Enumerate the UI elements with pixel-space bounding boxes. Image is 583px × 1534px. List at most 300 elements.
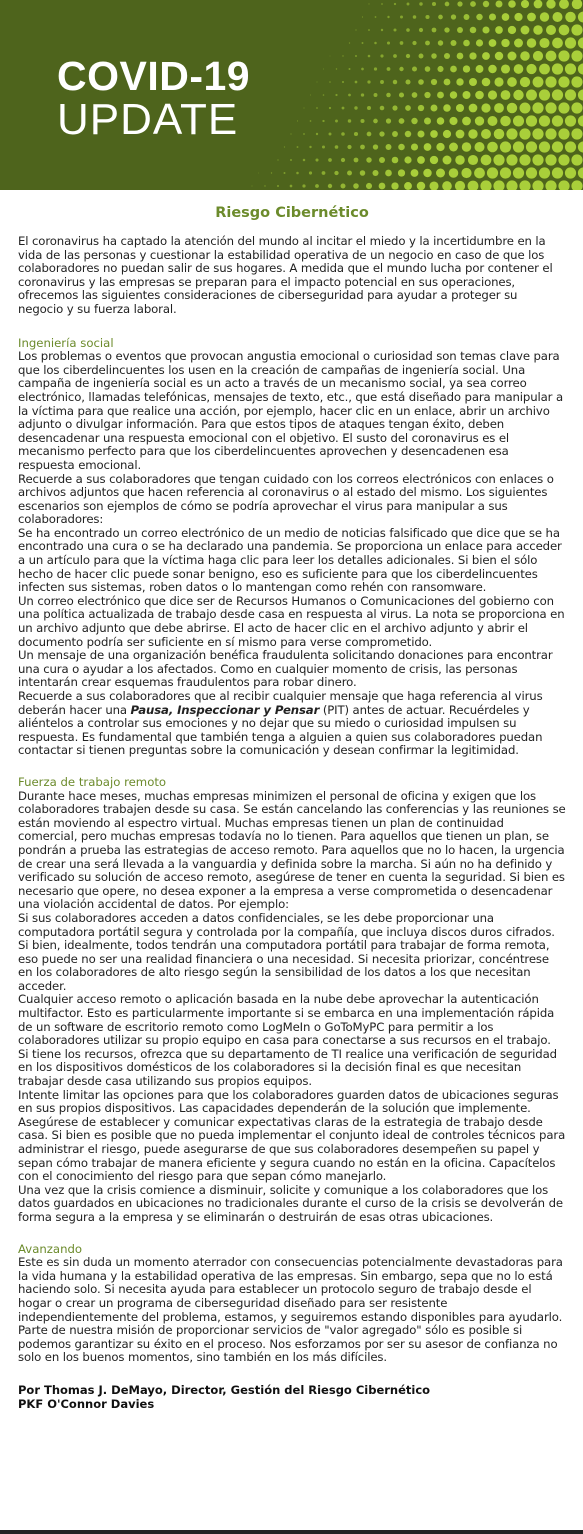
halftone-dot (514, 13, 522, 21)
halftone-dot (565, 12, 576, 23)
halftone-dot (552, 38, 563, 49)
halftone-dot (316, 133, 318, 135)
halftone-dot (500, 116, 511, 127)
halftone-dot (412, 92, 418, 98)
halftone-dot (468, 181, 479, 190)
halftone-dot (565, 89, 576, 100)
halftone-dot (519, 154, 530, 165)
halftone-dot (501, 64, 510, 73)
halftone-dot (290, 159, 292, 161)
halftone-dot (469, 78, 477, 86)
halftone-dot (425, 66, 431, 72)
halftone-dot (527, 13, 536, 22)
halftone-dot (470, 1, 476, 7)
halftone-dot (533, 51, 543, 61)
banner-title-line1: COVID-19 (57, 53, 251, 99)
halftone-dot (405, 105, 411, 111)
banner-title-line2: UPDATE (57, 95, 239, 144)
halftone-dot (565, 167, 576, 178)
halftone-dot (398, 144, 405, 151)
halftone-dot (411, 169, 419, 177)
halftone-dot (526, 115, 537, 126)
halftone-dot (277, 185, 279, 187)
halftone-dot (355, 81, 358, 84)
halftone-dot (565, 37, 576, 48)
halftone-dot (400, 16, 403, 19)
halftone-dot (322, 145, 325, 148)
halftone-dot (481, 103, 490, 112)
halftone-dot (444, 79, 451, 86)
halftone-dot (417, 156, 425, 164)
paragraph-pit (18, 690, 566, 758)
halftone-dot (513, 167, 524, 178)
halftone-dot (558, 180, 569, 190)
halftone-dot (367, 132, 372, 137)
halftone-dot (483, 1, 489, 7)
halftone-dot (431, 53, 437, 59)
text-run: (PIT) antes de actuar. Recuérdeles y aliéntelos a controlar sus emociones y no dejar que su miedo o curiosidad impulsen su respuesta. Es fundamental que también tenga a alguien a quien sus colaboradores puedan contactar si tienen preguntas sobre la comunicación y desean confirmar la legitimidad. (18, 702, 543, 758)
halftone-dot (317, 82, 318, 83)
halftone-dot (432, 2, 436, 6)
section-social-engineering (18, 337, 566, 758)
halftone-dot (386, 144, 392, 150)
halftone-dot (437, 66, 443, 72)
halftone-dot (501, 90, 511, 100)
halftone-dot (449, 168, 459, 178)
halftone-dot (348, 94, 351, 97)
halftone-dot (374, 42, 377, 45)
halftone-dot (475, 91, 484, 100)
halftone-dot (375, 16, 377, 18)
halftone-dot (330, 56, 331, 57)
halftone-dot (355, 55, 357, 57)
halftone-dot (476, 14, 482, 20)
halftone-dot (393, 28, 396, 31)
halftone-dot (431, 79, 437, 85)
paragraph: Los problemas o eventos que provocan angustia emocional o curiosidad son temas clave para que los ciberdelincuentes los usen en la creación de campañas de ingeniería social. Una campaña de ingeniería social es un acto a través de un mecanismo social, ya sea correo electrónico, llamadas telefónicas, mensajes de texto, etc., que está diseñado para manipular a la víctima para que realice una acción, por ejemplo, hacer clic en un enlace, abrir un archivo adjunto o divulgar información. Para que estos tipos de ataques tengan éxito, deben desencadenar una respuesta emocional con el objetivo. El susto del coronavirus es el mecanismo perfecto para que los ciberdelincuentes aprovechen y desencadenen esa respuesta emocional. (18, 349, 563, 472)
halftone-dot (252, 186, 253, 187)
halftone-dot (532, 180, 543, 190)
section-heading: Avanzando (18, 1241, 83, 1256)
paragraph: Recuerde a sus colaboradores que tengan cuidado con los correos electrónicos con enlaces o archivos adjuntos que hacen referencia al coronavirus o al estado del mismo. Los siguientes escenarios son ejemplos de cómo se podría aprovechar el virus para manipular a sus colaboradores: (18, 471, 554, 527)
halftone-dot (508, 52, 517, 61)
halftone-dot (373, 119, 378, 124)
halftone-dot (342, 107, 345, 110)
halftone-dot (495, 26, 503, 34)
halftone-dot (558, 128, 569, 139)
halftone-dot (355, 29, 356, 30)
halftone-dot (496, 1, 503, 8)
halftone-dot (443, 156, 452, 165)
covid-banner (0, 0, 583, 190)
halftone-dot (526, 64, 536, 74)
halftone-dot (277, 159, 278, 160)
paragraph: Este es sin duda un momento aterrador con consecuencias potencialmente devastadoras para la vida humana y la estabilidad operativa de las empresas. Sin embargo, sepa que no lo está haciendo solo. Si necesita ayuda para establecer un protocolo seguro de trabajo desde el hogar o crear un programa de ciberseguridad diseñado para ser resistente independientemente del problema, estamos, y seguiremos estando disponibles para ayudarlo. (18, 1255, 563, 1324)
halftone-dot (476, 65, 484, 73)
halftone-dot (558, 102, 569, 113)
halftone-dot (392, 105, 397, 110)
halftone-dot (303, 107, 304, 108)
halftone-dot (558, 76, 569, 87)
halftone-dot (475, 116, 484, 125)
halftone-dot (463, 40, 470, 47)
paragraph: Cualquier acceso remoto o aplicación basada en la nube debe aprovechar la autenticación multifactor. Esto es particularmente importante si se embarca en una implementación rápida de un software de escritorio remoto como LogMeIn o GoToMyPC para permitir a los colaboradores utilizar su propio equipo en casa para conectarse a sus recursos en el trabajo. (18, 992, 555, 1048)
halftone-dot (513, 115, 524, 126)
halftone-dot (514, 64, 524, 74)
halftone-dot (360, 170, 366, 176)
halftone-dot (290, 133, 291, 134)
halftone-dot (436, 169, 445, 178)
halftone-dot (451, 14, 456, 19)
section-moving-forward (18, 1243, 566, 1365)
halftone-dot (480, 180, 491, 190)
paragraph: Si tiene los recursos, ofrezca que su departamento de TI realice una verificación de seguridad en los dispositivos domésticos de los colaboradores si la decisión final es que necesitan trabajar desde casa utilizando sus propios equipos. (18, 1046, 557, 1089)
halftone-dot (423, 169, 431, 177)
halftone-dot (571, 24, 582, 35)
halftone-dot (335, 94, 337, 96)
halftone-dot (493, 154, 504, 165)
halftone-dot (412, 41, 416, 45)
halftone-dot (545, 76, 556, 87)
halftone-dot (444, 53, 450, 59)
halftone-dot (578, 89, 583, 100)
halftone-dot (380, 80, 384, 84)
halftone-dot (335, 120, 338, 123)
halftone-dot (360, 145, 365, 150)
halftone-dot (271, 172, 272, 173)
paragraph: Una vez que la crisis comience a disminuir, solicite y comunique a los colaboradores que los datos guardados en ubicaciones no tradicionales durante el curso de la crisis se devolverán de forma segura a la empresa y se eliminarán o destruirán de esas otras ubicaciones. (18, 1182, 563, 1224)
halftone-dot (507, 103, 517, 113)
halftone-dot (407, 3, 410, 6)
halftone-dot (316, 107, 318, 109)
halftone-dot (360, 119, 364, 123)
paragraph: Se ha encontrado un correo electrónico de un medio de noticias falsificado que dice que se ha encontrado una cura o se ha declarado una pandemia. Se proporciona un enlace para acceder a un artículo para que la víctima haga clic para leer los detalles adicionales. Si bien el sólo hecho de hacer clic puede sonar benigno, eso es suficiente para que los ciberdelincuentes infecten sus sistemas, roben datos o lo mantengan como rehén con ransomware. (18, 525, 562, 595)
halftone-dot (482, 78, 491, 87)
halftone-dot (489, 13, 496, 20)
halftone-dot (474, 168, 485, 179)
halftone-dot (565, 63, 576, 74)
halftone-dot (571, 50, 582, 61)
halftone-dot (419, 28, 423, 32)
halftone-dot (419, 54, 424, 59)
halftone-dot (297, 146, 299, 148)
halftone-dot (519, 180, 530, 190)
halftone-dot (520, 77, 530, 87)
halftone-dot (494, 129, 505, 140)
halftone-dot (558, 154, 569, 165)
paragraph: Asegúrese de establecer y comunicar expectativas claras de la estrategia de trabajo desde casa. Si bien es posible que no pueda implementar el conjunto ideal de controles técnicos para administrar el riesgo, puede asegurarse de que sus colaboradores desempeñen su papel y sepan cómo trabajar de manera eficiente y segura cuando no están en la oficina. Capacítelos con el conocimiento del riesgo para que sepan cómo manejarlo. (18, 1114, 566, 1184)
halftone-dot (487, 167, 498, 178)
halftone-dot (302, 184, 305, 187)
halftone-dot (361, 93, 364, 96)
halftone-dot (387, 67, 391, 71)
halftone-dot (578, 141, 583, 152)
halftone-dot (457, 53, 464, 60)
halftone-dot (430, 156, 438, 164)
halftone-dot (328, 184, 332, 188)
halftone-dot (545, 180, 556, 190)
halftone-dot (559, 25, 570, 36)
halftone-dot (571, 76, 582, 87)
halftone-dot (532, 128, 543, 139)
halftone-dot (367, 80, 370, 83)
halftone-dot (489, 39, 497, 47)
halftone-dot (413, 15, 417, 19)
halftone-dot (449, 143, 458, 152)
halftone-dot (366, 157, 371, 162)
halftone-dot (474, 142, 484, 152)
halftone-dot (443, 130, 451, 138)
paragraph: Parte de nuestra misión de proporcionar servicios de "valor agregado" sólo es posible si podemos garantizar su éxito en el proceso. Nos esforzamos por ser su asesor de confianza no solo en los buenos momentos, sino también en los más difíciles. (18, 1323, 558, 1365)
author-name: Por Thomas J. DeMayo, Director, Gestión del Riesgo Cibernético (18, 1382, 431, 1397)
halftone-dot (290, 185, 293, 188)
halftone-dot (329, 133, 332, 136)
halftone-dot (469, 52, 476, 59)
halftone-dot (400, 41, 404, 45)
halftone-dot (303, 133, 305, 135)
halftone-dot (481, 129, 491, 139)
halftone-dot (361, 68, 364, 71)
emphasis-pit: Pausa, Inspeccionar y Pensar (130, 702, 320, 717)
halftone-dot (476, 39, 483, 46)
halftone-dot (565, 115, 576, 126)
halftone-dot (341, 132, 345, 136)
halftone-dot (552, 141, 563, 152)
halftone-dot (392, 157, 399, 164)
halftone-dot (399, 67, 403, 71)
halftone-dot (310, 120, 312, 122)
halftone-dot (449, 117, 457, 125)
halftone-dot (424, 92, 430, 98)
halftone-dot (341, 158, 345, 162)
halftone-dot (418, 79, 424, 85)
halftone-dot (322, 120, 324, 122)
halftone-dot (437, 92, 444, 99)
halftone-dot (521, 26, 530, 35)
halftone-dot (545, 128, 556, 139)
halftone-dot (284, 172, 286, 174)
paragraph: Un mensaje de una organización benéfica fraudulenta solicitando donaciones para encontrar una cura o ayudar a los afectados. Como en cualquier momento de crisis, las personas intentarán crear esquemas fraudulentos para robar dinero. (18, 648, 553, 690)
halftone-dot (552, 63, 563, 74)
halftone-dot (362, 16, 363, 17)
halftone-dot (368, 29, 370, 31)
halftone-dot (347, 171, 352, 176)
halftone-dot (354, 106, 357, 109)
halftone-dot (437, 117, 445, 125)
bottom-rule (0, 1530, 583, 1534)
halftone-dot (296, 172, 299, 175)
halftone-dot (367, 106, 371, 110)
document-title: Riesgo Cibernético (215, 205, 369, 221)
paragraph: Durante hace meses, muchas empresas minimizen el personal de oficina y exigen que los colaboradores trabajen desde su casa. Se están cancelando las conferencias y las reuniones se están moviendo al espectro virtual. Muchas empresas tienen un plan de continuidad comercial, pero muchas empresas todavía no lo tienen. Para aquellos que tienen un plan, se pondrán a prueba las estrategias de acceso remoto. Para aquellos que no lo hacen, la urgencia de crear una será llevada a la vanguardia y definida sobre la marcha. Si aún no ha definido y verificado su solución de acceso remoto, asegúrese de tener en cuenta la seguridad. Si bien es necesario que opere, no desea exponer a la empresa a verse comprometida o desencadenar una violación accidental de datos. Por ejemplo: (18, 788, 566, 912)
halftone-dot (463, 65, 470, 72)
halftone-dot (450, 66, 457, 73)
halftone-dot (354, 132, 358, 136)
halftone-dot (386, 93, 391, 98)
halftone-dot (519, 102, 530, 113)
halftone-dot (379, 183, 386, 190)
halftone-dot (545, 102, 556, 113)
halftone-dot (445, 2, 450, 7)
halftone-dot (533, 25, 542, 34)
halftone-dot (366, 183, 372, 189)
halftone-dot (540, 12, 549, 21)
halftone-dot (546, 25, 556, 35)
halftone-dot (335, 145, 339, 149)
halftone-dot (393, 80, 397, 84)
halftone-dot (571, 128, 582, 139)
halftone-dot (438, 15, 443, 20)
halftone-dot (417, 182, 425, 190)
halftone-dot (405, 131, 411, 137)
halftone-dot (494, 103, 504, 113)
halftone-dot (553, 12, 563, 22)
halftone-dot (323, 69, 324, 70)
halftone-dot (482, 52, 490, 60)
author-byline (18, 1383, 566, 1411)
halftone-dot (481, 155, 492, 166)
halftone-dot (303, 159, 306, 162)
halftone-dot (520, 51, 530, 61)
halftone-dot (373, 144, 378, 149)
halftone-dot (571, 180, 582, 190)
halftone-dot (418, 105, 424, 111)
halftone-dot (394, 3, 396, 5)
halftone-dot (432, 28, 437, 33)
halftone-dot (526, 167, 537, 178)
author-firm: PKF O'Connor Davies (18, 1396, 155, 1411)
halftone-dot (380, 54, 383, 57)
halftone-dot (514, 39, 523, 48)
halftone-dot (533, 77, 544, 88)
halftone-dot (464, 14, 470, 20)
halftone-dot (526, 141, 537, 152)
halftone-dot (571, 154, 582, 165)
halftone-dot (342, 55, 343, 56)
halftone-dot (347, 145, 351, 149)
halftone-dot (571, 102, 582, 113)
halftone-dot (521, 0, 529, 8)
paragraph: Intente limitar las opciones para que los colaboradores guarden datos de ubicaciones seguras en sus propios dispositivos. Las capacidades dependerán de la solución que implemente. (18, 1087, 559, 1116)
halftone-dot (379, 157, 385, 163)
halftone-dot (572, 0, 583, 9)
halftone-dot (336, 68, 337, 69)
halftone-dot (462, 142, 471, 151)
halftone-dot (424, 118, 431, 125)
halftone-dot (462, 91, 470, 99)
halftone-dot (342, 81, 344, 83)
halftone-dot (532, 102, 543, 113)
halftone-dot (552, 115, 563, 126)
halftone-dot (412, 67, 417, 72)
halftone-dot (329, 107, 331, 109)
halftone-dot (297, 120, 298, 121)
halftone-dot (385, 170, 392, 177)
halftone-dot (258, 173, 259, 174)
halftone-dot (405, 79, 410, 84)
halftone-dot (488, 65, 496, 73)
halftone-dot (500, 141, 511, 152)
halftone-dot (349, 42, 350, 43)
halftone-dot (329, 81, 331, 83)
halftone-dot (386, 118, 391, 123)
banner-title (57, 53, 251, 144)
halftone-dot (392, 131, 398, 137)
halftone-dot (539, 167, 550, 178)
halftone-dot (450, 40, 456, 46)
halftone-dot (462, 117, 471, 126)
halftone-dot (322, 171, 326, 175)
halftone-dot (469, 104, 478, 113)
halftone-dot (424, 143, 432, 151)
halftone-dot (315, 158, 318, 161)
halftone-dot (546, 0, 555, 9)
halftone-dot (539, 64, 550, 75)
halftone-dot (341, 184, 346, 189)
text-run: Recuerde a sus colaboradores que al recibir cualquier mensaje que haga referencia al virus deberán hacer una (18, 689, 543, 717)
halftone-dot (404, 182, 412, 190)
halftone-dot (578, 115, 583, 126)
halftone-dot (519, 128, 530, 139)
halftone-dot (380, 106, 385, 111)
section-heading: Fuerza de trabajo remoto (18, 774, 167, 789)
halftone-dot (354, 158, 359, 163)
halftone-dot (468, 129, 477, 138)
halftone-dot (323, 94, 325, 96)
paragraph: Un correo electrónico que dice ser de Recursos Humanos o Comunicaciones del gobierno con una política actualizada de trabajo desde casa en respuesta al virus. La nota se proporciona en un archivo adjunto que debe abrirse. El acto de hacer clic en el archivo adjunto y abrir el documento podría ser suficiente en sí mismo para verse comprometido. (18, 593, 565, 649)
halftone-dot (513, 90, 523, 100)
halftone-dot (404, 156, 411, 163)
article-body (18, 205, 566, 1411)
halftone-dot (310, 95, 311, 96)
halftone-dot (391, 182, 398, 189)
halftone-dot (438, 40, 443, 45)
halftone-dot (578, 167, 583, 178)
halftone-dot (387, 16, 389, 18)
halftone-dot (578, 63, 583, 74)
halftone-dot (443, 104, 451, 112)
halftone-dot (539, 141, 550, 152)
halftone-dot (527, 38, 537, 48)
halftone-dot (381, 3, 383, 5)
halftone-dot (578, 11, 583, 22)
halftone-dot (334, 171, 338, 175)
section-heading: Ingeniería social (18, 335, 114, 350)
halftone-dot (482, 26, 489, 33)
halftone-dot (309, 146, 311, 148)
halftone-dot (470, 27, 477, 34)
halftone-dot (398, 169, 405, 176)
halftone-dot (430, 130, 438, 138)
halftone-dot (506, 128, 517, 139)
halftone-dot (545, 154, 556, 165)
halftone-dot (406, 54, 410, 58)
halftone-dot (372, 170, 378, 176)
halftone-dot (506, 154, 517, 165)
halftone-dot (425, 41, 430, 46)
halftone-dot (456, 130, 465, 139)
halftone-dot (315, 184, 319, 188)
halftone-dot (457, 1, 462, 6)
halftone-dot (493, 180, 504, 190)
halftone-dot (534, 0, 543, 8)
halftone-dot (399, 92, 404, 97)
halftone-dot (353, 183, 359, 189)
halftone-dot (444, 27, 449, 32)
halftone-dot (495, 52, 503, 60)
halftone-dot (429, 181, 438, 190)
halftone-dot (442, 181, 452, 190)
